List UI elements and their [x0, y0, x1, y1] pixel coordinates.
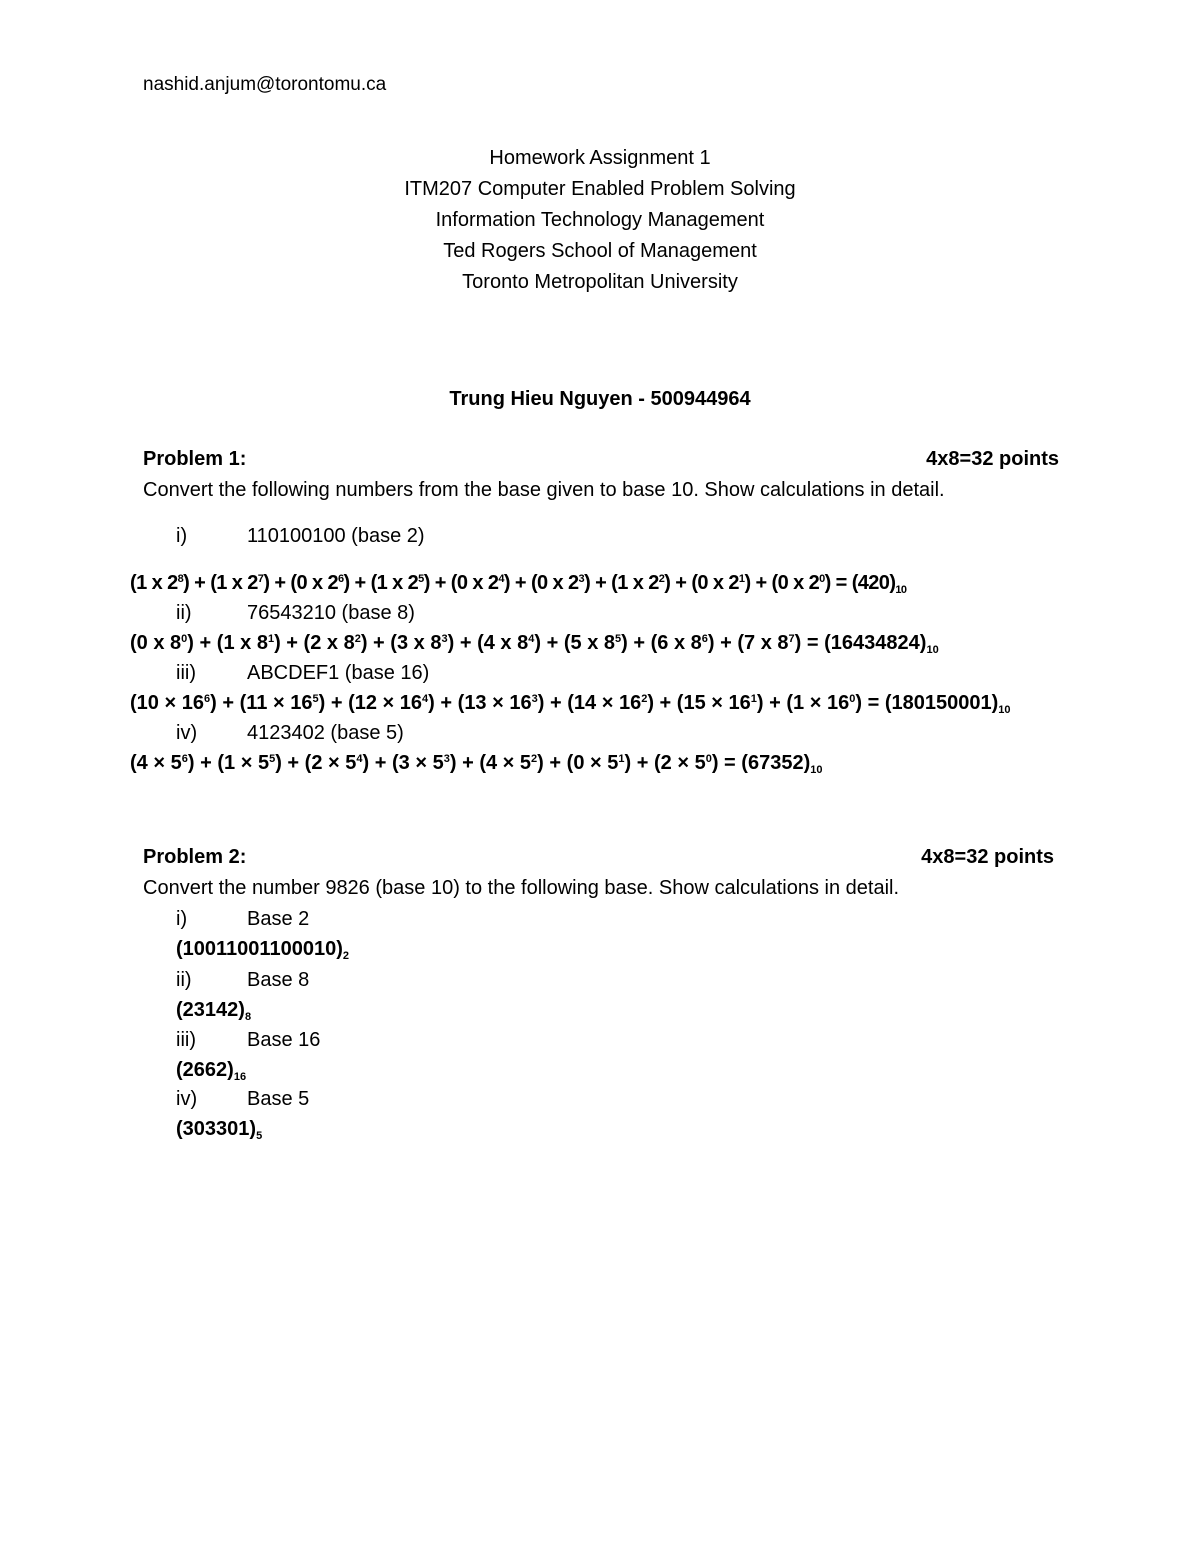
item-value: 76543210 (base 8) — [247, 602, 415, 624]
term-exponent: 2 — [531, 753, 538, 765]
term-operator: x — [632, 572, 644, 594]
result-base: 10 — [926, 644, 939, 656]
calculation-line: (1 x $2^8) + (1$ x $2^7) + (0$ x $2^6) + (1$ x $2^5) + (0$ x $2^4) + (0$ x $2^3) + (1$ x $2^2) + (0$ x $2^1) + (0$ x $2^0) = (420)_{10}$ — [130, 572, 907, 596]
header-line-2: ITM207 Computer Enabled Problem Solving — [404, 178, 796, 200]
term-operator: × — [601, 692, 614, 714]
item-number: ii) — [176, 969, 192, 991]
term-digit: 0 — [573, 752, 585, 774]
term-base: 5 — [519, 752, 532, 774]
expansion-term: $(1 \times 5^5)$ — [217, 752, 282, 774]
term-base: 2 — [568, 572, 579, 594]
expansion-term: $(13 \times 16^3)$ — [457, 692, 545, 714]
expansion-term: (6 x $8^6$) — [650, 632, 715, 654]
term-operator: x — [712, 572, 724, 594]
term-exponent: 1 — [618, 753, 625, 765]
term-operator: x — [326, 632, 339, 654]
term-digit: 2 — [311, 752, 323, 774]
term-operator: × — [677, 752, 690, 774]
term-separator: + — [194, 752, 218, 774]
term-base: 2 — [167, 572, 178, 594]
term-digit: 2 — [660, 752, 672, 774]
term-digit: 3 — [398, 752, 410, 774]
expansion-term: (1 x $2^2$) — [611, 572, 671, 594]
term-base: 16 — [509, 692, 532, 714]
term-separator: + — [763, 692, 787, 714]
term-separator: + — [434, 692, 458, 714]
term-operator: x — [151, 572, 163, 594]
term-base: 2 — [648, 572, 659, 594]
term-exponent: 7 — [788, 633, 795, 645]
term-exponent: 6 — [337, 573, 344, 585]
term-separator: + — [590, 572, 612, 594]
term-exponent: 3 — [578, 573, 585, 585]
term-exponent: 5 — [269, 753, 276, 765]
expansion-term: $(2 \times 5^0)$ — [653, 752, 719, 774]
term-operator: x — [552, 572, 564, 594]
term-operator: × — [809, 692, 822, 714]
problem-1-heading — [143, 448, 1059, 471]
term-separator: + — [654, 692, 677, 714]
expansion-term: $(11 \times 16^5)$ — [239, 692, 326, 714]
answer-line: $(2662)_{16}$ — [176, 1059, 247, 1083]
answer-line: $(303301)_5$ — [176, 1118, 263, 1142]
header-line-5: Toronto Metropolitan University — [462, 271, 738, 293]
term-operator: x — [587, 632, 599, 654]
term-separator: + — [454, 632, 478, 654]
term-digit: 0 — [537, 572, 548, 594]
term-digit: 4 — [136, 752, 148, 774]
term-digit: 13 — [464, 692, 487, 714]
term-operator: × — [272, 692, 285, 714]
term-separator: + — [714, 632, 738, 654]
term-separator: + — [216, 692, 240, 714]
calculation-line: (0 x $8^0) + (1$ x $8^1) + (2$ x $8^2) + (3$ x $8^3) + (4$ x $8^4) + (5$ x $8^5) + (6$ x $8^6) + (7$ x $8^7) = (16434824)_{10}$ — [130, 632, 939, 656]
item-number: iv) — [176, 1088, 198, 1110]
expansion-term: (1 x $2^8$) — [130, 572, 190, 594]
term-exponent: 6 — [181, 753, 188, 765]
term-operator: x — [673, 632, 686, 654]
term-base: 8 — [690, 632, 702, 654]
header-line-4: Ted Rogers School of Management — [443, 240, 757, 262]
answer-value: 23142 — [182, 999, 239, 1021]
expansion-term: (4 x $8^4$) — [477, 632, 542, 654]
problem-2-heading — [143, 846, 1054, 869]
item-value: Base 8 — [247, 969, 310, 991]
item-value: Base 16 — [247, 1029, 321, 1051]
item-number: i) — [176, 525, 188, 547]
answer-line: $(10011001100010)_2$ — [176, 938, 349, 962]
item-value: 4123402 (base 5) — [247, 722, 404, 744]
term-operator: x — [240, 632, 252, 654]
term-digit: 1 — [376, 572, 388, 594]
term-digit: 4 — [483, 632, 495, 654]
term-separator: + — [193, 632, 217, 654]
term-digit: 0 — [136, 632, 148, 654]
term-separator: = — [718, 752, 742, 774]
term-base: 16 — [290, 692, 313, 714]
term-base: 2 — [247, 572, 258, 594]
term-separator: + — [189, 572, 211, 594]
term-base: 8 — [777, 632, 789, 654]
term-digit: 1 — [224, 752, 236, 774]
term-digit: 1 — [223, 632, 235, 654]
term-base: 16 — [728, 692, 751, 714]
term-digit: 6 — [657, 632, 669, 654]
expansion-term: $(4 \times 5^6)$ — [130, 752, 195, 774]
item-value: ABCDEF1 (base 16) — [247, 662, 430, 684]
answer-base: 5 — [256, 1130, 263, 1142]
term-digit: 0 — [456, 572, 468, 594]
term-base: 16 — [826, 692, 850, 714]
term-exponent: 4 — [356, 753, 363, 765]
term-digit: 10 — [136, 692, 159, 714]
term-base: 8 — [517, 632, 529, 654]
term-digit: 12 — [354, 692, 377, 714]
result-base: 10 — [998, 704, 1011, 716]
term-digit: 5 — [570, 632, 582, 654]
item-value: 110100100 (base 2) — [247, 525, 425, 547]
term-separator: + — [541, 632, 564, 654]
term-base: 16 — [399, 692, 423, 714]
expansion-term: (1 x $8^1$) — [216, 632, 281, 654]
term-exponent: 7 — [257, 573, 264, 585]
term-separator: + — [670, 572, 692, 594]
assignment-header — [0, 143, 1200, 298]
term-base: 5 — [607, 752, 619, 774]
term-operator: × — [711, 692, 723, 714]
expansion-term: (0 x $2^1$) — [691, 572, 751, 594]
term-separator: + — [367, 632, 391, 654]
term-separator: + — [325, 692, 349, 714]
term-separator: + — [429, 572, 451, 594]
term-base: 2 — [327, 572, 338, 594]
term-base: 2 — [808, 572, 820, 594]
term-separator: + — [456, 752, 480, 774]
term-separator: + — [509, 572, 531, 594]
item-number: iii) — [176, 662, 196, 684]
expansion-term: $(2 \times 5^4)$ — [304, 752, 370, 774]
answer-base: 16 — [233, 1071, 247, 1083]
term-exponent: 5 — [312, 693, 319, 705]
expansion-term: $(4 \times 5^2)$ — [479, 752, 544, 774]
term-operator: x — [413, 632, 425, 654]
term-base: 16 — [618, 692, 642, 714]
term-exponent: 0 — [705, 753, 712, 765]
term-operator: x — [500, 632, 512, 654]
term-operator: × — [153, 752, 166, 774]
header-line-3: Information Technology Management — [435, 209, 765, 231]
answer-base: 8 — [244, 1011, 252, 1023]
expansion-term: $(1 \times 16^0)$ — [786, 692, 863, 714]
term-operator: × — [328, 752, 340, 774]
term-digit: 1 — [617, 572, 628, 594]
term-separator: + — [750, 572, 772, 594]
term-digit: 2 — [310, 632, 322, 654]
term-base: 2 — [728, 572, 739, 594]
result-value: 180150001 — [891, 692, 992, 714]
term-exponent: 0 — [849, 693, 856, 705]
term-exponent: 3 — [531, 693, 538, 705]
answer-value: 10011001100010 — [182, 938, 337, 960]
term-exponent: 0 — [181, 633, 188, 645]
term-operator: x — [311, 572, 323, 594]
item-number: iv) — [176, 722, 198, 744]
term-digit: 11 — [246, 692, 268, 714]
expansion-term: (7 x $8^7$) — [737, 632, 802, 654]
term-digit: 14 — [573, 692, 597, 714]
term-base: 5 — [170, 752, 182, 774]
term-operator: x — [153, 632, 165, 654]
expansion-term: $(12 \times 16^4)$ — [348, 692, 435, 714]
term-operator: x — [760, 632, 772, 654]
term-separator: = — [862, 692, 885, 714]
term-separator: + — [281, 752, 305, 774]
item-number: i) — [176, 908, 188, 930]
term-exponent: 3 — [443, 753, 450, 765]
expansion-term: (2 x $8^2$) — [303, 632, 368, 654]
term-exponent: 3 — [441, 633, 448, 645]
term-base: 2 — [407, 572, 419, 594]
term-operator: x — [231, 572, 243, 594]
result-base: 10 — [810, 764, 823, 776]
term-separator: + — [544, 692, 568, 714]
term-digit: 1 — [793, 692, 805, 714]
answer-value: 303301 — [182, 1118, 250, 1140]
term-base: 5 — [257, 752, 270, 774]
calculation-line: $(4 \times 5^6) + (1 \times 5^5) + (2 \times 5^4) + (3 \times 5^3) + (4 \times 5^2) + (0 \times 5^1) + (2 \times 5^0) = (67352)_{10}$ — [130, 752, 823, 776]
term-base: 8 — [603, 632, 615, 654]
term-digit: 3 — [396, 632, 409, 654]
term-exponent: 1 — [750, 693, 757, 705]
term-exponent: 4 — [498, 573, 504, 585]
answer-base: 2 — [342, 950, 349, 962]
term-separator: + — [269, 572, 291, 594]
term-operator: × — [492, 692, 504, 714]
student-name: Trung Hieu Nguyen - 500944964 — [449, 388, 751, 410]
term-base: 8 — [430, 632, 442, 654]
term-separator: = — [801, 632, 825, 654]
term-operator: x — [392, 572, 403, 594]
header-line-1: Homework Assignment 1 — [489, 147, 711, 169]
expansion-term: $(14 \times 16^2)$ — [567, 692, 654, 714]
item-number: ii) — [176, 602, 192, 624]
term-operator: × — [502, 752, 515, 774]
term-separator: + — [627, 632, 651, 654]
term-exponent: 1 — [738, 573, 745, 585]
term-exponent: 2 — [658, 573, 665, 585]
item-value: Base 2 — [247, 908, 310, 930]
term-operator: x — [793, 572, 804, 594]
term-digit: 0 — [296, 572, 307, 594]
result-value: 420 — [857, 572, 890, 594]
term-separator: + — [631, 752, 654, 774]
term-separator: + — [369, 752, 392, 774]
term-separator: + — [349, 572, 371, 594]
expansion-term: (0 x $2^6$) — [290, 572, 350, 594]
term-digit: 1 — [216, 572, 227, 594]
term-digit: 7 — [744, 632, 756, 654]
term-exponent: 4 — [528, 633, 535, 645]
term-base: 5 — [432, 752, 444, 774]
term-base: 8 — [343, 632, 355, 654]
term-exponent: 5 — [615, 633, 622, 645]
term-digit: 15 — [683, 692, 706, 714]
problem-1-points: 4x8=32 points — [926, 448, 1059, 470]
expansion-term: (0 x $2^0$) — [771, 572, 831, 594]
term-operator: × — [240, 752, 253, 774]
expansion-term: $(3 \times 5^3)$ — [391, 752, 457, 774]
term-operator: × — [164, 692, 177, 714]
expansion-term: $(0 \times 5^1)$ — [566, 752, 632, 774]
term-exponent: 2 — [354, 633, 361, 645]
term-base: 16 — [181, 692, 204, 714]
term-operator: × — [382, 692, 395, 714]
term-base: 2 — [487, 572, 499, 594]
term-exponent: 0 — [819, 573, 825, 585]
result-base: 10 — [895, 584, 907, 596]
expansion-term: $(15 \times 16^1)$ — [676, 692, 764, 714]
expansion-term: (5 x $8^5$) — [563, 632, 628, 654]
term-operator: x — [472, 572, 483, 594]
problem-2-label: Problem 2: — [143, 846, 247, 868]
term-base: 5 — [345, 752, 357, 774]
problem-2-points: 4x8=32 points — [921, 846, 1054, 868]
term-exponent: 1 — [267, 633, 275, 645]
term-base: 5 — [694, 752, 706, 774]
term-base: 8 — [256, 632, 268, 654]
problem-1-prompt: Convert the following numbers from the base given to base 10. Show calculations in detail. — [143, 479, 945, 501]
expansion-term: (1 x $2^7$) — [210, 572, 270, 594]
answer-value: 2662 — [182, 1059, 228, 1081]
problem-2-prompt: Convert the number 9826 (base 10) to the following base. Show calculations in detail. — [143, 877, 900, 899]
term-exponent: 4 — [422, 693, 429, 705]
expansion-term: (0 x $2^4$) — [450, 572, 510, 594]
term-exponent: 6 — [701, 633, 708, 645]
term-exponent: 6 — [203, 693, 211, 705]
term-base: 8 — [170, 632, 182, 654]
problem-1-label: Problem 1: — [143, 448, 247, 470]
expansion-term: (1 x $2^5$) — [370, 572, 430, 594]
answer-line: $(23142)_8$ — [176, 999, 252, 1023]
term-exponent: 2 — [641, 693, 648, 705]
term-separator: = — [830, 572, 852, 594]
term-operator: × — [415, 752, 428, 774]
term-operator: × — [590, 752, 602, 774]
term-digit: 0 — [777, 572, 789, 594]
expansion-term: $(10 \times 16^6)$ — [130, 692, 217, 714]
term-digit: 4 — [485, 752, 498, 774]
term-exponent: 5 — [418, 573, 424, 585]
expansion-term: (0 x $8^0$) — [130, 632, 194, 654]
author-email: nashid.anjum@torontomu.ca — [143, 74, 387, 95]
term-separator: + — [543, 752, 567, 774]
result-value: 67352 — [747, 752, 804, 774]
result-value: 16434824 — [830, 632, 920, 654]
term-digit: 1 — [136, 572, 147, 594]
item-value: Base 5 — [247, 1088, 310, 1110]
term-separator: + — [280, 632, 304, 654]
expansion-term: (0 x $2^3$) — [530, 572, 591, 594]
term-digit: 0 — [697, 572, 708, 594]
expansion-term: (3 x $8^3$) — [390, 632, 455, 654]
item-number: iii) — [176, 1029, 196, 1051]
term-exponent: 8 — [177, 573, 184, 585]
calculation-line: $(10 \times 16^6) + (11 \times 16^5) + (12 \times 16^4) + (13 \times 16^3) + (14 \times 16^2) + (15 \times 16^1) + (1 \times 16^0) = (180150001)_{10}$ — [130, 692, 1011, 716]
